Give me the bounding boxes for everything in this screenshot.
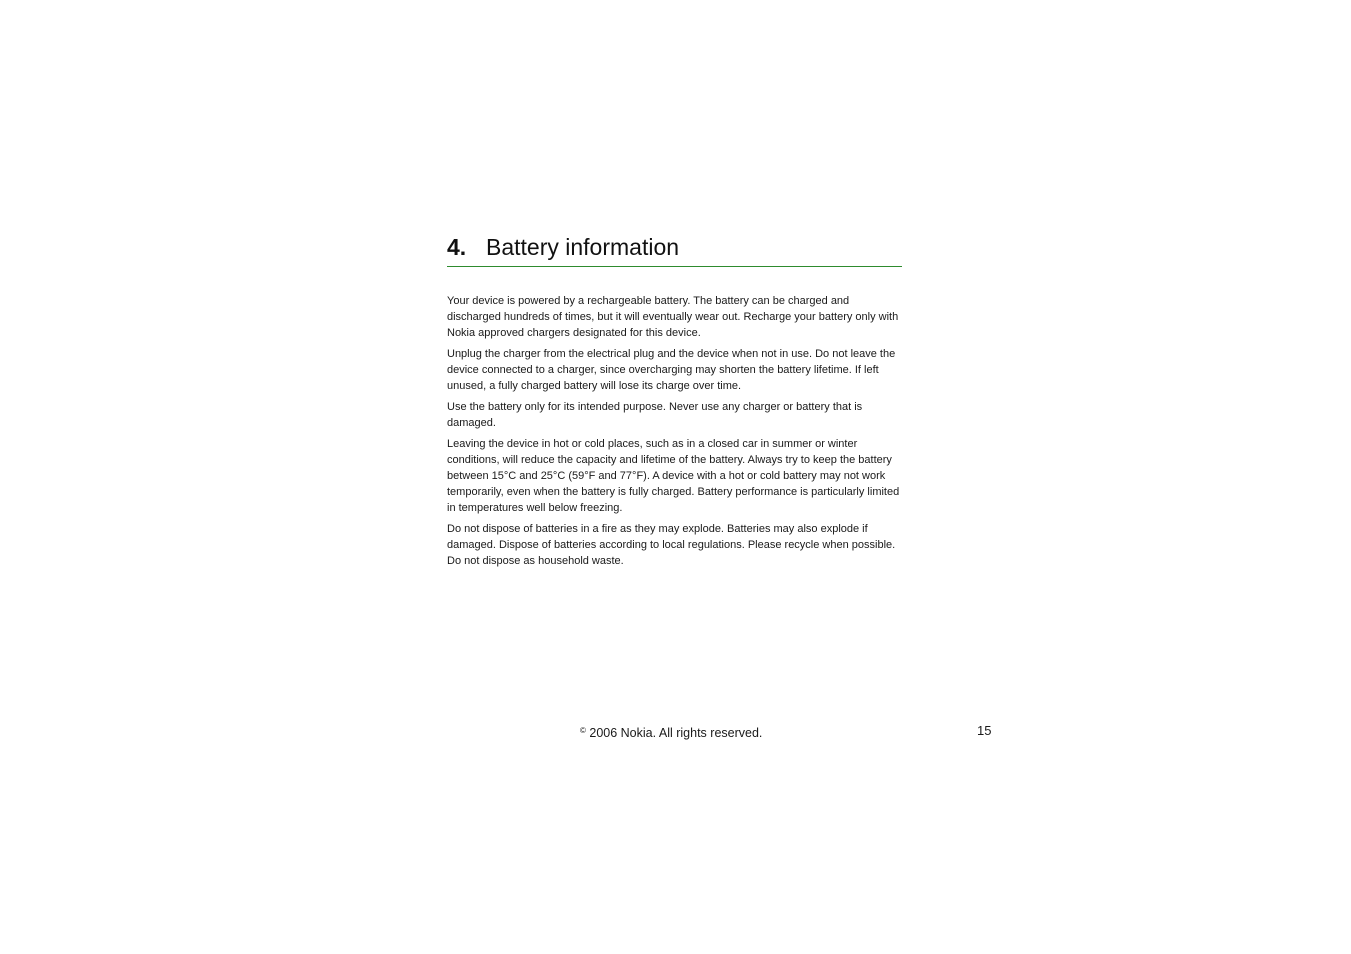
copyright-symbol: © <box>580 726 586 735</box>
paragraph-intended-purpose: Use the battery only for its intended purpose. Never use any charger or battery that is damaged. <box>447 401 863 429</box>
paragraph-disposal: Do not dispose of batteries in a fire as they may explode. Batteries may also explode if damaged. Dispose of batteries according to local regulations. Please recycle when possible. Do not dispose as household waste. <box>447 523 896 567</box>
chapter-number: 4. <box>447 234 467 260</box>
body-text <box>447 293 905 574</box>
paragraph-unplug-charger: Unplug the charger from the electrical plug and the device when not in use. Do not leave the device connected to a charger, since overcharging may shorten the battery lifetime. If left unused, a fully charged battery will lose its charge over time. <box>447 348 896 392</box>
chapter-heading <box>447 232 902 267</box>
page-number: 15 <box>977 723 992 738</box>
paragraph-rechargeable-battery: Your device is powered by a rechargeable battery. The battery can be charged and discharged hundreds of times, but it will eventually wear out. Recharge your battery only with Nokia approved chargers designated for this device. <box>447 295 899 339</box>
footer-copyright <box>580 722 762 742</box>
chapter-title: Battery information <box>486 234 680 260</box>
paragraph-temperature: Leaving the device in hot or cold places, such as in a closed car in summer or winter conditions, will reduce the capacity and lifetime of the battery. Always try to keep the battery between 15°C and 25°C (59°F and 77°F). A device with a hot or cold battery may not work temporarily, even when the battery is fully charged. Battery performance is particularly limited in temperatures well below freezing. <box>447 438 900 514</box>
copyright-text: 2006 Nokia. All rights reserved. <box>585 726 763 740</box>
